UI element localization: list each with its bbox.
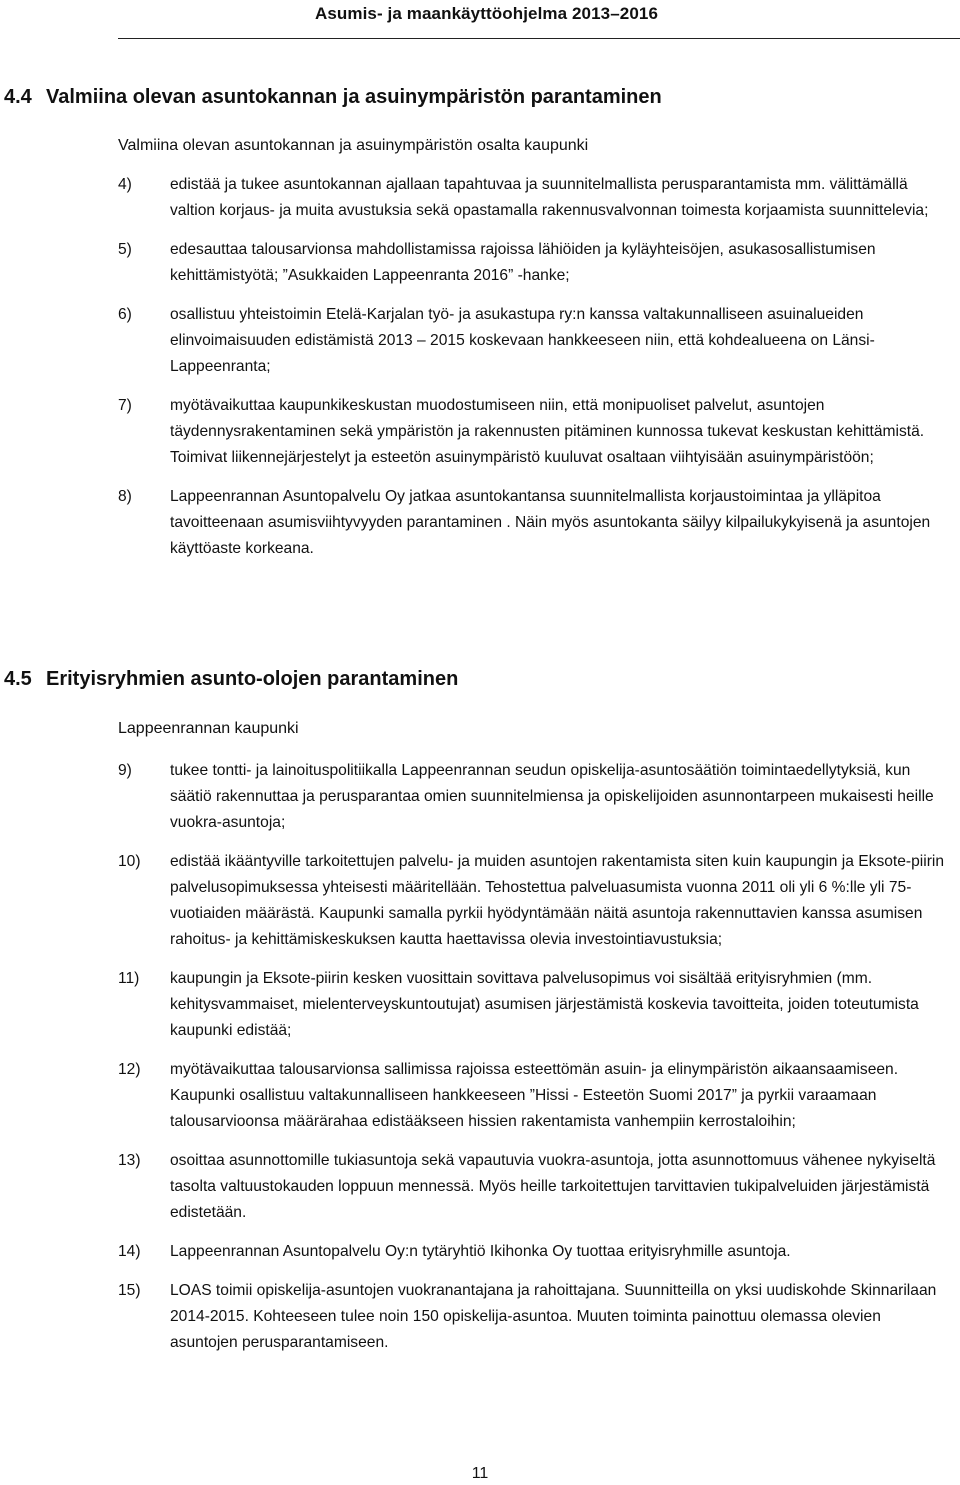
section-intro: Lappeenrannan kaupunki xyxy=(118,720,299,737)
list-item xyxy=(118,849,948,953)
section-title-4-5 xyxy=(4,668,458,691)
list-item xyxy=(118,758,948,836)
list-item-text: Lappeenrannan Asuntopalvelu Oy jatkaa asuntokantansa suunnitelmallista korjaustoimintaa ja ylläpitoa tavoitteenaan asumisviihtyvyyden parantaminen . Näin myös asuntokanta säilyy kilpailukykyisenä ja asuntojen käyttöaste korkeana. xyxy=(170,488,931,557)
document-header: Asumis- ja maankäyttöohjelma 2013–2016 xyxy=(314,4,658,23)
list-item-number: 8) xyxy=(118,488,132,505)
list-item-number: 7) xyxy=(118,397,132,414)
list-item-text: osallistuu yhteistoimin Etelä-Karjalan työ- ja asukastupa ry:n kanssa valtakunnalliseen asuinalueiden elinvoimaisuuden edistämistä 2013 – 2015 koskevaan hankkeeseen niin, että kohdealueena on Länsi-Lappeenranta; xyxy=(170,306,875,375)
list-item xyxy=(118,966,948,1044)
list-item-text: edistää ja tukee asuntokannan ajallaan tapahtuvaa ja suunnitelmallista perusparantamista mm. välittämällä valtion korjaus- ja muita avustuksia sekä opastamalla rakennusvalvonnan toimesta korjaamista suunnittelevia; xyxy=(170,176,929,219)
list-item-number: 4) xyxy=(118,176,132,193)
list-item-text: edesauttaa talousarvionsa mahdollistamissa rajoissa lähiöiden ja kyläyhteisöjen, asukasosallistumisen kehittämistyötä; ”Asukkaiden Lappeenranta 2016” -hanke; xyxy=(170,241,876,284)
list-item-text: myötävaikuttaa talousarvionsa sallimissa rajoissa esteettömän asuin- ja elinympäristön aikaansaamiseen. Kaupunki osallistuu valtakunnalliseen hankkeeseen ”Hissi - Esteetön Suomi 2017” ja pyrkii varaamaan talousarvioonsa määrärahaa edistääkseen hissien rakentamista vanhempiin kerrostaloihin; xyxy=(170,1061,899,1130)
list-item-number: 9) xyxy=(118,762,132,779)
section-title-text: Valmiina olevan asuntokannan ja asuinympäristön parantaminen xyxy=(46,86,662,108)
list-item-text: Lappeenrannan Asuntopalvelu Oy:n tytäryhtiö Ikihonka Oy tuottaa erityisryhmille asuntoja. xyxy=(170,1243,791,1260)
section-number: 4.4 xyxy=(4,86,32,108)
item-list-4-5 xyxy=(118,758,948,1369)
list-item xyxy=(118,172,948,224)
list-item xyxy=(118,302,948,380)
list-item xyxy=(118,393,948,471)
list-item-text: osoittaa asunnottomille tukiasuntoja sekä vapautuvia vuokra-asuntoja, jotta asunnottomuus vähenee nykyiseltä tasolta valtuustokauden loppuun mennessä. Myös heille tarkoitettujen tarvittavien tukipalveluiden järjestämistä edistetään. xyxy=(170,1152,936,1221)
list-item-number: 5) xyxy=(118,241,132,258)
list-item-number: 15) xyxy=(118,1282,141,1299)
header-rule xyxy=(118,38,960,39)
list-item-text: edistää ikääntyville tarkoitettujen palvelu- ja muiden asuntojen rakentamista siten kuin kaupungin ja Eksote-piirin palvelusopimuksessa yhteisesti määritellään. Tehostettua palveluasumista vuonna 2011 oli yli 6 %:lle yli 75-vuotiaiden määrästä. Kaupunki samalla pyrkii hyödyntämään näitä asuntoja rakennuttavien kanssa asumisen rahoitus- ja kehittämiskeskuksen kautta haettavissa olevia investointiavustuksia; xyxy=(170,853,945,948)
item-list-4-4 xyxy=(118,172,948,575)
list-item-text: kaupungin ja Eksote-piirin kesken vuosittain sovittava palvelusopimus voi sisältää erityisryhmien (mm. kehitysvammaiset, mielenterveyskuntoutujat) asumisen järjestämistä koskevia tavoitteita, joiden toteutumista kaupunki edistää; xyxy=(170,970,919,1039)
list-item-text: myötävaikuttaa kaupunkikeskustan muodostumiseen niin, että monipuoliset palvelut, asuntojen täydennysrakentaminen sekä ympäristön ja rakennusten pitäminen kunnossa tukevat keskustan kehittämistä. Toimivat liikennejärjestelyt ja esteetön asuinympäristö kuuluvat osaltaan viihtyisään asuinympäristöön; xyxy=(170,397,925,466)
list-item xyxy=(118,1239,948,1265)
list-item xyxy=(118,484,948,562)
list-item xyxy=(118,237,948,289)
list-item-text: LOAS toimii opiskelija-asuntojen vuokranantajana ja rahoittajana. Suunnitteilla on yksi uudiskohde Skinnarilaan 2014-2015. Kohteeseen tulee noin 150 opiskelija-asuntoa. Muuten toiminta painottuu olemassa olevien asuntojen perusparantamiseen. xyxy=(170,1282,937,1351)
list-item-text: tukee tontti- ja lainoituspolitiikalla Lappeenrannan seudun opiskelija-asuntosäätiön toimintaedellytyksiä, kun säätiö rakennuttaa ja perusparantaa omien suunnitelmiensa ja opiskelijoiden asunnontarpeen mukaisesti heille vuokra-asuntoja; xyxy=(170,762,934,831)
list-item-number: 10) xyxy=(118,853,141,870)
list-item-number: 11) xyxy=(118,970,140,987)
list-item-number: 13) xyxy=(118,1152,141,1169)
list-item-number: 6) xyxy=(118,306,132,323)
list-item xyxy=(118,1148,948,1226)
list-item-number: 12) xyxy=(118,1061,141,1078)
section-number: 4.5 xyxy=(4,668,32,690)
section-title-text: Erityisryhmien asunto-olojen parantaminen xyxy=(46,668,459,690)
list-item-number: 14) xyxy=(118,1243,141,1260)
section-title-4-4 xyxy=(4,86,662,109)
list-item xyxy=(118,1278,948,1356)
page-number: 11 xyxy=(471,1465,489,1482)
section-intro: Valmiina olevan asuntokannan ja asuinympäristön osalta kaupunki xyxy=(118,137,589,154)
list-item xyxy=(118,1057,948,1135)
